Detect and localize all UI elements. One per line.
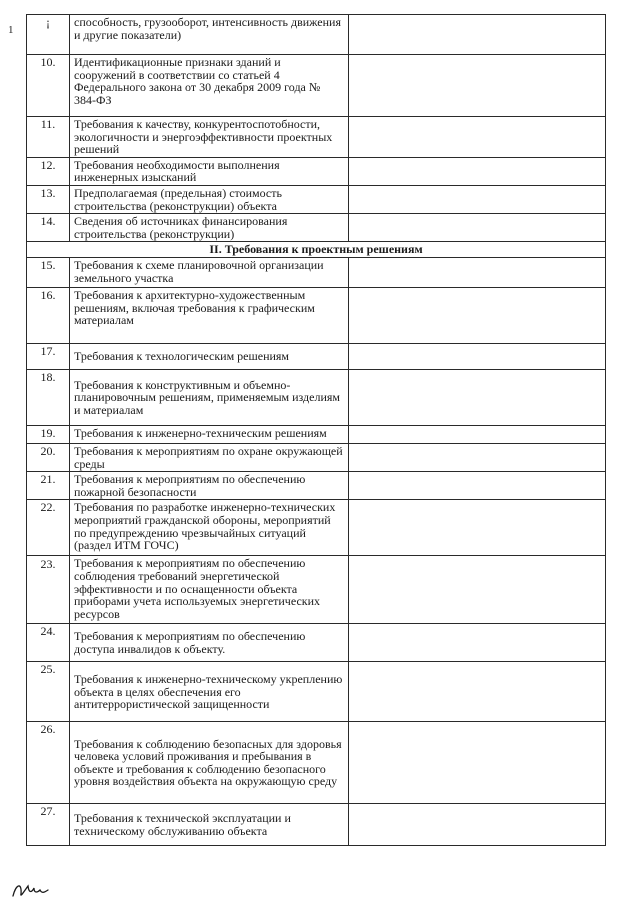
table-row — [27, 157, 606, 185]
row-text: Требования к качеству, конкурентоспотобности, экологичности и энергоэффективности проектных решений — [70, 117, 349, 158]
row-number: 22. — [27, 500, 70, 556]
row-text: Требования к мероприятиям по обеспечению доступа инвалидов к объекту. — [70, 624, 349, 662]
row-value — [349, 662, 606, 722]
row-value — [349, 722, 606, 804]
row-value — [349, 500, 606, 556]
section-title: II. Требования к проектным решениям — [27, 242, 606, 258]
row-text: способность, грузооборот, интенсивность движения и другие показатели) — [70, 15, 349, 55]
table-row — [27, 257, 606, 287]
row-number: 25. — [27, 662, 70, 722]
row-text: Требования к мероприятиям по охране окружающей среды — [70, 443, 349, 471]
table-row — [27, 185, 606, 213]
row-number: 17. — [27, 343, 70, 369]
table-row — [27, 214, 606, 242]
row-number: 20. — [27, 443, 70, 471]
row-number: 13. — [27, 185, 70, 213]
row-number: 19. — [27, 425, 70, 443]
row-value — [349, 804, 606, 846]
row-value — [349, 472, 606, 500]
row-text: Требования к архитектурно-художественным решениям, включая требования к графическим материалам — [70, 287, 349, 343]
row-number: 16. — [27, 287, 70, 343]
table-row — [27, 425, 606, 443]
table-row — [27, 117, 606, 158]
row-value — [349, 425, 606, 443]
row-text: Требования к инженерно-техническим решениям — [70, 425, 349, 443]
row-value — [349, 214, 606, 242]
table-row — [27, 804, 606, 846]
row-text: Требования по разработке инженерно-технических мероприятий гражданской обороны, мероприятий по предупреждению чрезвычайных ситуаций (раздел ИТМ ГОЧС) — [70, 500, 349, 556]
row-text: Сведения об источниках финансирования строительства (реконструкции) — [70, 214, 349, 242]
row-text: Требования к соблюдению безопасных для здоровья человека условий проживания и пребывания в объекте и требования к соблюдению безопасного уровня воздействия объекта на окружающую среду — [70, 722, 349, 804]
row-number: 26. — [27, 722, 70, 804]
row-text: Идентификационные признаки зданий и сооружений в соответствии со статьей 4 Федерального закона от 30 декабря 2009 года № 384-ФЗ — [70, 55, 349, 117]
table-row — [27, 443, 606, 471]
row-number: 11. — [27, 117, 70, 158]
table-row — [27, 369, 606, 425]
row-number: 24. — [27, 624, 70, 662]
margin-mark: 1 — [8, 24, 14, 36]
table-row — [27, 556, 606, 624]
row-value — [349, 257, 606, 287]
table-row — [27, 15, 606, 55]
table-row — [27, 662, 606, 722]
row-number: 18. — [27, 369, 70, 425]
row-number: 27. — [27, 804, 70, 846]
section-row — [27, 242, 606, 258]
table-row — [27, 287, 606, 343]
row-number: 10. — [27, 55, 70, 117]
row-number: 15. — [27, 257, 70, 287]
row-text: Требования необходимости выполнения инженерных изысканий — [70, 157, 349, 185]
row-value — [349, 343, 606, 369]
row-value — [349, 15, 606, 55]
row-number: ¡ — [27, 15, 70, 55]
row-value — [349, 157, 606, 185]
table-row — [27, 55, 606, 117]
row-number: 14. — [27, 214, 70, 242]
row-text: Требования к технической эксплуатации и техническому обслуживанию объекта — [70, 804, 349, 846]
row-value — [349, 185, 606, 213]
row-text: Требования к схеме планировочной организации земельного участка — [70, 257, 349, 287]
row-value — [349, 287, 606, 343]
row-text: Требования к мероприятиям по обеспечению пожарной безопасности — [70, 472, 349, 500]
row-text: Требования к мероприятиям по обеспечению соблюдения требований энергетической эффективности и по оснащенности объекта приборами учета используемых энергетических ресурсов — [70, 556, 349, 624]
table-row — [27, 343, 606, 369]
row-number: 12. — [27, 157, 70, 185]
row-text: Требования к конструктивным и объемно-планировочным решениям, применяемым изделиям и материалам — [70, 369, 349, 425]
row-value — [349, 117, 606, 158]
row-value — [349, 55, 606, 117]
row-value — [349, 443, 606, 471]
row-text: Требования к технологическим решениям — [70, 343, 349, 369]
row-value — [349, 556, 606, 624]
row-value — [349, 624, 606, 662]
table-row — [27, 500, 606, 556]
row-text: Требования к инженерно-техническому укреплению объекта в целях обеспечения его антитеррористической защищенности — [70, 662, 349, 722]
row-number: 23. — [27, 556, 70, 624]
table-row — [27, 722, 606, 804]
requirements-table — [26, 14, 606, 846]
signature-mark — [10, 878, 50, 900]
row-value — [349, 369, 606, 425]
row-number: 21. — [27, 472, 70, 500]
table-row — [27, 472, 606, 500]
table-row — [27, 624, 606, 662]
row-text: Предполагаемая (предельная) стоимость строительства (реконструкции) объекта — [70, 185, 349, 213]
